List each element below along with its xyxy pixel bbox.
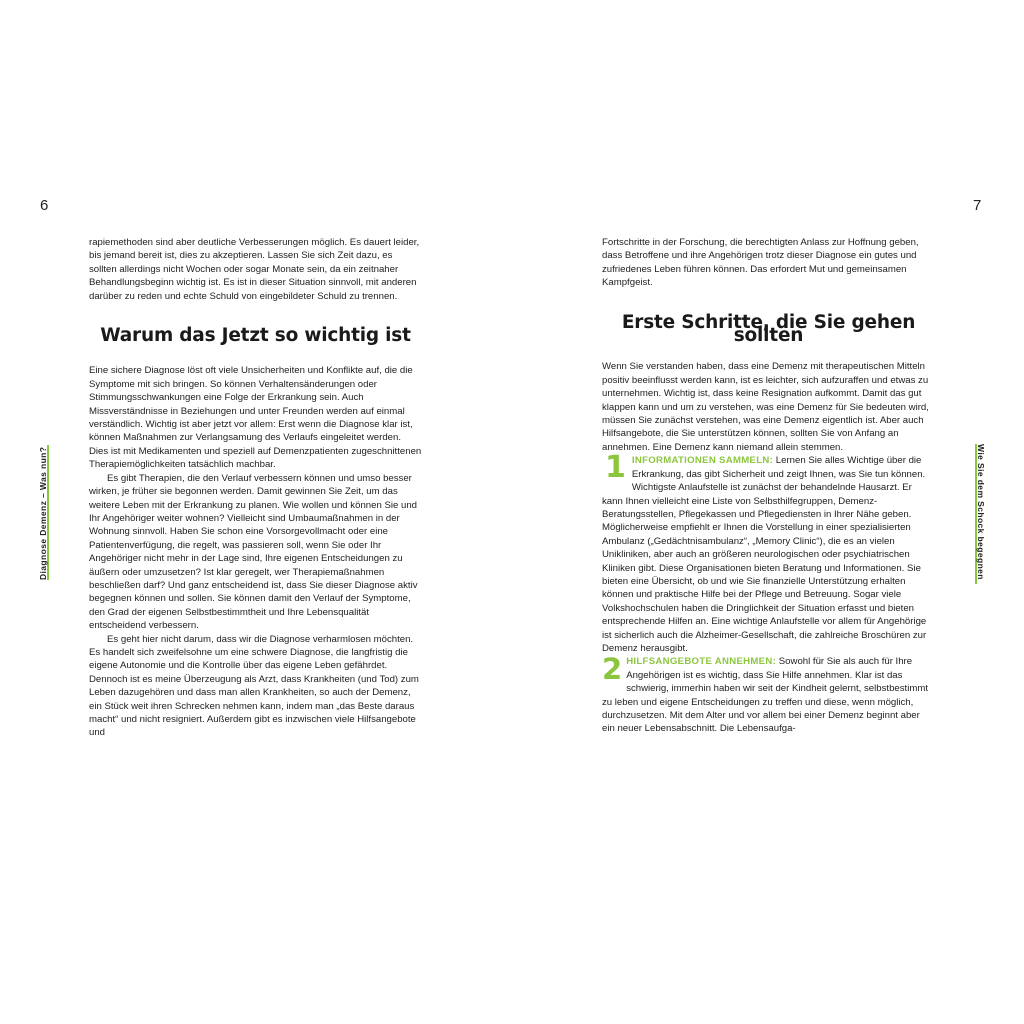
- running-header-right: Wie Sie dem Schock begegnen: [976, 444, 986, 580]
- right-column: [602, 236, 935, 736]
- right-intro-paragraph: Fortschritte in der Forschung, die berechtigten Anlass zur Hoffnung geben, dass Betroffene und ihre Angehörigen trotz dieser Diagnose ein gutes und zufriedenes Leben führen können. Das erfordert Mut und gemeinsamen Kampfgeist.: [602, 237, 919, 289]
- step-text: Sowohl für Sie als auch für Ihre Angehörigen ist es wichtig, dass Sie Hilfe annehmen. Klar ist das schwierig, immerhin haben wir seit der Kindheit gelernt, selbstbestimmt zu leben und eigene Entscheidungen zu treffen und diese, wenn möglich, durchzusetzen. Mit dem Alter und vor allem bei einer Demenz beginnt aber ein neuer Lebensabschnitt. Die Lebensaufga-: [602, 656, 928, 735]
- left-column: [89, 236, 422, 740]
- running-header-left: Diagnose Demenz – Was nun?: [38, 446, 48, 580]
- left-paragraph-3: Es geht hier nicht darum, dass wir die Diagnose verharmlosen möchten. Es handelt sich zweifelsohne um eine schwere Diagnose, die langfristig die eigene Autonomie und die Kontrolle über das eigene Leben gefährdet. Dennoch ist es meine Überzeugung als Arzt, dass Krankheiten (und Tod) zum Leben dazugehören und dass man allen Krankheiten, so auch der Demenz, ein Stück weit ihren Schrecken nehmen kann, indem man „das Beste daraus macht“ und nicht resigniert. Außerdem gibt es inzwischen viele Hilfsangebote und: [89, 633, 419, 739]
- section-heading-left: Warum das Jetzt so wichtig ist: [100, 325, 411, 347]
- step-title: HILFSANGEBOTE ANNEHMEN:: [626, 656, 777, 668]
- left-intro-paragraph: rapiemethoden sind aber deutliche Verbesserungen möglich. Es dauert leider, bis jemand bereit ist, dies zu akzeptieren. Lassen Sie sich Zeit dazu, es sollten allerdings nicht Wochen oder sogar Monate sein, da ein zeitnaher Behandlungsbeginn wichtig ist. Es ist in dieser Situation sinnvoll, mit anderen darüber zu reden und echte Schuld von eingebildeter Schuld zu trennen.: [89, 237, 420, 302]
- step-item: [602, 450, 935, 655]
- left-paragraph-1: Eine sichere Diagnose löst oft viele Unsicherheiten und Konflikte auf, die die Symptome mit sich bringen. So können Verhaltensänderungen oder Stimmungsschwankungen eine Folge der Erkrankung sein. Auch Missverständnisse in Beziehungen und unter Freunden werden auf einmal verständlich. Wichtig ist aber jetzt vor allem: Erst wenn die Diagnose klar ist, können Maßnahmen zur Verlangsamung des Verlaufs eingeleitet werden. Dies ist mit Medikamenten und speziell auf Demenzpatienten zugeschnittenen Therapiemöglichkeiten tatsächlich machbar.: [89, 365, 422, 471]
- right-paragraph-1: Wenn Sie verstanden haben, dass eine Demenz mit therapeutischen Mitteln positiv beeinflusst werden kann, ist es leichter, sich aufzuraffen und etwas zu unternehmen. Wichtig ist, dass keine Resignation aufkommt. Damit das gut klappen kann und um zu verstehen, was eine Demenz für Sie bedeuten wird, müssen Sie zunächst verstehen, was eine Demenz eigentlich ist. Aber auch Hilfsangebote, die Sie unterstützen können, sollten Sie von Anfang an annehmen. Eine Demenz kann niemand allein stemmen.: [602, 361, 929, 453]
- step-title: INFORMATIONEN SAMMELN:: [631, 455, 774, 467]
- step-text: Lernen Sie alles Wichtige über die Erkrankung, das gibt Sicherheit und zeigt Ihnen, was Sie tun können. Wichtigste Anlaufstelle ist zunächst der behandelnde Hausarzt. Er kann Ihnen vielleicht eine Liste von Selbsthilfegruppen, Demenz-Beratungsstellen, Pflegekassen und Pflegediensten in Ihrer Nähe geben. Möglicherweise empfiehlt er Ihnen die Vorstellung in einer spezialisierten Ambulanz („Gedächtnisambulanz“, „Memory Clinic“), die es an vielen Unikliniken, aber auch an größeren neurologischen oder psychiatrischen Kliniken gibt. Diese Organisationen bieten Beratung und Informationen. Sie bieten eine Übersicht, ob und wie Sie finanzielle Unterstützung erhalten können und praktische Hilfe bei der Pflege und Betreuung. Sogar viele Volkshochschulen haben die Dringlichkeit der Situation erfasst und bieten entsprechende Hilfen an. Eine wichtige Anlaufstelle vor allem für Angehörige ist sicherlich auch die Alzheimer-Gesellschaft, die zahlreiche Broschüren zur Demenz herausgibt.: [602, 455, 927, 654]
- step-item: [602, 652, 935, 735]
- step-number: 1: [605, 450, 626, 486]
- page-number-right: 7: [973, 197, 982, 214]
- left-paragraph-2: Es gibt Therapien, die den Verlauf verbessern können und umso besser wirken, je früher sie begonnen werden. Damit gewinnen Sie Zeit, um das weitere Leben mit der Erkrankung zu planen. Wie wollen und können Sie und Ihr Angehöriger weiter wohnen? Vielleicht sind Umbaumaßnahmen in der Wohnung sinnvoll. Haben Sie schon eine Vorsorgevollmacht oder eine Patientenverfügung, die regelt, was passieren soll, wenn Sie oder Ihr Angehöriger nicht mehr in der Lage sind, Ihre eigenen Entscheidungen zu äußern oder umzusetzen? Ist klar geregelt, wer Therapiemaßnahmen beschließen darf? Und ganz entscheidend ist, dass Sie dieser Diagnose aktiv begegnen können und sollen. Sie können damit den Verlauf der Symptome, den Grad der eigenen Selbstbestimmtheit und Ihre Lebensqualität entscheidend verbessern.: [89, 472, 418, 632]
- step-number: 2: [602, 652, 623, 687]
- section-heading-right: Erste Schritte, die Sie gehen sollten: [621, 311, 916, 347]
- page-number-left: 6: [40, 197, 49, 214]
